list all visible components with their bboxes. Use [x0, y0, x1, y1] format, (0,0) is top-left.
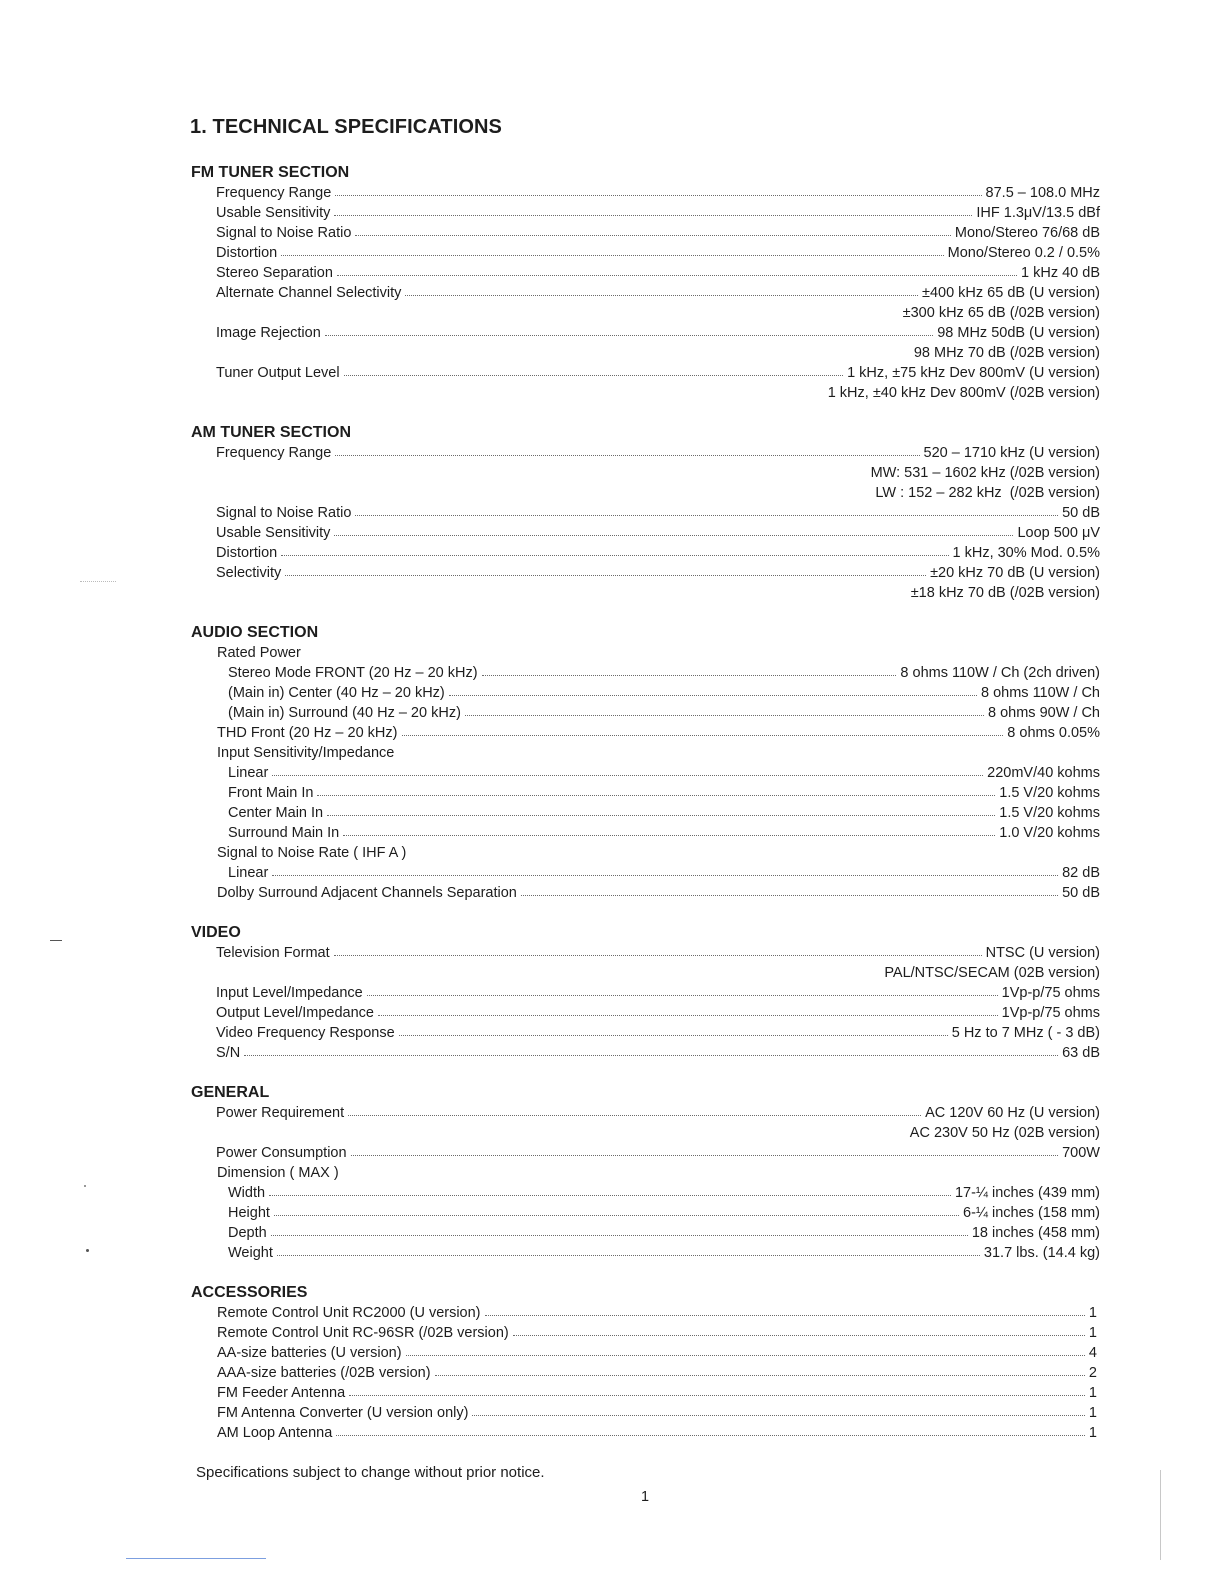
dot-leader [513, 1335, 1085, 1336]
spec-label: Signal to Noise Rate ( IHF A ) [217, 845, 407, 861]
spec-continuation [191, 583, 1100, 603]
spec-label: Stereo Separation [216, 265, 333, 281]
accessory-quantity: 1 [1088, 1305, 1097, 1321]
spec-value: 6-¼ inches (158 mm) [963, 1205, 1100, 1221]
accessory-row [191, 1423, 1100, 1443]
dot-leader [335, 195, 981, 196]
spec-value: 18 inches (458 mm) [971, 1225, 1100, 1241]
dot-leader [317, 795, 995, 796]
spec-value: 8 ohms 110W / Ch [980, 685, 1100, 701]
accessory-row [191, 1343, 1100, 1363]
dot-leader [274, 1215, 959, 1216]
spec-row [191, 203, 1100, 223]
spec-label: Width [228, 1185, 266, 1201]
spec-label: Depth [228, 1225, 267, 1241]
spec-list [191, 163, 1100, 1483]
spec-row [191, 283, 1100, 303]
dot-leader [285, 575, 926, 576]
spec-value: 31.7 lbs. (14.4 kg) [983, 1245, 1100, 1261]
dot-leader [335, 455, 919, 456]
dot-leader [334, 955, 982, 956]
dot-leader [334, 535, 1013, 536]
blank-line [191, 403, 1100, 423]
spec-label: Linear [228, 765, 269, 781]
spec-value: PAL/NTSC/SECAM (02B version) [884, 965, 1100, 981]
accessory-quantity: 4 [1088, 1345, 1097, 1361]
spec-label: Distortion [216, 545, 278, 561]
page-title: 1. TECHNICAL SPECIFICATIONS [190, 116, 502, 138]
spec-row [191, 363, 1100, 383]
dot-leader [343, 835, 995, 836]
spec-row [191, 863, 1100, 883]
accessory-label: AAA-size batteries (/02B version) [217, 1365, 431, 1381]
spec-group-label [191, 843, 1100, 863]
spec-value: 520 – 1710 kHz (U version) [923, 445, 1100, 461]
spec-value: 700W [1062, 1145, 1100, 1161]
spec-row [191, 703, 1100, 723]
spec-value: 1 kHz, ±75 kHz Dev 800mV (U version) [847, 365, 1100, 381]
spec-value: ±20 kHz 70 dB (U version) [930, 565, 1100, 581]
spec-row [191, 883, 1100, 903]
spec-label: Tuner Output Level [216, 365, 340, 381]
spec-label: (Main in) Surround (40 Hz – 20 kHz) [228, 705, 461, 721]
blank-line [191, 1263, 1100, 1283]
spec-row [191, 983, 1100, 1003]
spec-continuation [191, 963, 1100, 983]
accessory-row [191, 1403, 1100, 1423]
spec-label: Surround Main In [228, 825, 340, 841]
spec-label: Alternate Channel Selectivity [216, 285, 402, 301]
dot-leader [351, 1155, 1059, 1156]
accessory-row [191, 1303, 1100, 1323]
dot-leader [325, 335, 933, 336]
spec-row [191, 543, 1100, 563]
spec-label: Usable Sensitivity [216, 525, 331, 541]
section-heading-fm-tuner: FM TUNER SECTION [191, 164, 350, 181]
spec-label: Stereo Mode FRONT (20 Hz – 20 kHz) [228, 665, 478, 681]
accessory-label: Remote Control Unit RC-96SR (/02B version) [217, 1325, 509, 1341]
disclaimer-notice: Specifications subject to change without prior notice. [196, 1464, 545, 1481]
accessory-quantity: 1 [1088, 1385, 1097, 1401]
scan-artifact-blue-line [126, 1558, 266, 1559]
spec-row [191, 243, 1100, 263]
spec-value: 17-¼ inches (439 mm) [954, 1185, 1100, 1201]
spec-value: AC 230V 50 Hz (02B version) [909, 1125, 1100, 1141]
dot-leader [402, 735, 1004, 736]
spec-row [191, 563, 1100, 583]
spec-value: LW : 152 – 282 kHz (/02B version) [875, 485, 1100, 501]
spec-value: 1.5 V/20 kohms [999, 785, 1100, 801]
spec-row [191, 943, 1100, 963]
blank-line [191, 903, 1100, 923]
spec-value: MW: 531 – 1602 kHz (/02B version) [870, 465, 1100, 481]
spec-label: Input Sensitivity/Impedance [217, 745, 395, 761]
section-heading-audio: AUDIO SECTION [191, 624, 319, 641]
spec-value: AC 120V 60 Hz (U version) [925, 1105, 1100, 1121]
spec-value: 50 dB [1062, 885, 1100, 901]
spec-label: Power Consumption [216, 1145, 347, 1161]
dot-leader [337, 275, 1017, 276]
spec-row [191, 443, 1100, 463]
section-heading-accessories: ACCESSORIES [191, 1284, 308, 1301]
spec-row [191, 1043, 1100, 1063]
dot-leader [344, 375, 843, 376]
spec-label: S/N [216, 1045, 241, 1061]
dot-leader [378, 1015, 998, 1016]
scan-artifact-edge-line [1160, 1470, 1161, 1560]
dot-leader [269, 1195, 951, 1196]
scan-artifact-dot [84, 1185, 86, 1187]
spec-value: IHF 1.3μV/13.5 dBf [976, 205, 1100, 221]
scan-artifact-dotted-mark [80, 581, 116, 582]
dot-leader [405, 295, 918, 296]
spec-label: Linear [228, 865, 269, 881]
section-heading-general: GENERAL [191, 1084, 270, 1101]
dot-leader [281, 255, 943, 256]
accessory-label: Remote Control Unit RC2000 (U version) [217, 1305, 481, 1321]
dot-leader [336, 1435, 1085, 1436]
spec-label: Output Level/Impedance [216, 1005, 374, 1021]
page-number: 1 [641, 1489, 650, 1505]
accessory-row [191, 1363, 1100, 1383]
spec-value: 1 kHz 40 dB [1021, 265, 1100, 281]
spec-continuation [191, 383, 1100, 403]
spec-row [191, 663, 1100, 683]
spec-continuation [191, 483, 1100, 503]
accessory-row [191, 1383, 1100, 1403]
accessory-quantity: 1 [1088, 1405, 1097, 1421]
blank-line [191, 1063, 1100, 1083]
spec-label: Rated Power [217, 645, 301, 661]
spec-row [191, 723, 1100, 743]
scan-artifact-dot [86, 1249, 89, 1252]
spec-label: Front Main In [228, 785, 314, 801]
spec-label: Dolby Surround Adjacent Channels Separation [217, 885, 517, 901]
spec-continuation [191, 1123, 1100, 1143]
spec-row [191, 1003, 1100, 1023]
accessory-label: AA-size batteries (U version) [217, 1345, 402, 1361]
spec-row [191, 1203, 1100, 1223]
section-heading-am-tuner: AM TUNER SECTION [191, 424, 351, 441]
disclaimer-line [191, 1463, 1100, 1483]
spec-row [191, 1223, 1100, 1243]
dot-leader [465, 715, 984, 716]
spec-value: Mono/Stereo 0.2 / 0.5% [947, 245, 1100, 261]
spec-row [191, 1183, 1100, 1203]
spec-value: 8 ohms 0.05% [1007, 725, 1100, 741]
accessory-label: FM Feeder Antenna [217, 1385, 346, 1401]
spec-value: 63 dB [1062, 1045, 1100, 1061]
spec-value: 1Vp-p/75 ohms [1001, 985, 1100, 1001]
spec-row [191, 1143, 1100, 1163]
spec-value: ±400 kHz 65 dB (U version) [921, 285, 1100, 301]
spec-value: 1 kHz, ±40 kHz Dev 800mV (/02B version) [827, 385, 1100, 401]
accessory-label: AM Loop Antenna [217, 1425, 333, 1441]
spec-value: ±300 kHz 65 dB (/02B version) [902, 305, 1100, 321]
dot-leader [349, 1395, 1085, 1396]
dot-leader [521, 895, 1058, 896]
spec-value: NTSC (U version) [985, 945, 1100, 961]
dot-leader [355, 515, 1058, 516]
spec-row [191, 263, 1100, 283]
spec-label: Center Main In [228, 805, 324, 821]
spec-group-label [191, 1163, 1100, 1183]
spec-label: Distortion [216, 245, 278, 261]
spec-row [191, 323, 1100, 343]
spec-value: 1 kHz, 30% Mod. 0.5% [952, 545, 1100, 561]
blank-line [191, 1443, 1100, 1463]
spec-label: Signal to Noise Ratio [216, 505, 352, 521]
spec-label: THD Front (20 Hz – 20 kHz) [217, 725, 398, 741]
spec-value: 87.5 – 108.0 MHz [985, 185, 1100, 201]
scan-artifact-dash [50, 940, 62, 941]
spec-label: Frequency Range [216, 445, 332, 461]
dot-leader [327, 815, 995, 816]
spec-continuation [191, 343, 1100, 363]
spec-value: 1.0 V/20 kohms [999, 825, 1100, 841]
spec-row [191, 763, 1100, 783]
spec-label: Usable Sensitivity [216, 205, 331, 221]
spec-value: 8 ohms 90W / Ch [987, 705, 1100, 721]
spec-row [191, 503, 1100, 523]
dot-leader [485, 1315, 1085, 1316]
dot-leader [281, 555, 948, 556]
dot-leader [449, 695, 977, 696]
spec-label: Weight [228, 1245, 273, 1261]
spec-value: 98 MHz 50dB (U version) [937, 325, 1100, 341]
spec-continuation [191, 463, 1100, 483]
spec-label: Television Format [216, 945, 330, 961]
dot-leader [272, 775, 983, 776]
spec-label: Power Requirement [216, 1105, 345, 1121]
spec-value: Mono/Stereo 76/68 dB [954, 225, 1100, 241]
spec-row [191, 823, 1100, 843]
section-heading-video: VIDEO [191, 924, 241, 941]
dot-leader [406, 1355, 1085, 1356]
accessory-quantity: 2 [1088, 1365, 1097, 1381]
spec-label: Input Level/Impedance [216, 985, 363, 1001]
spec-value: 1.5 V/20 kohms [999, 805, 1100, 821]
dot-leader [271, 1235, 968, 1236]
dot-leader [244, 1055, 1058, 1056]
dot-leader [334, 215, 972, 216]
spec-continuation [191, 303, 1100, 323]
spec-label: (Main in) Center (40 Hz – 20 kHz) [228, 685, 445, 701]
spec-row [191, 223, 1100, 243]
spec-label: Image Rejection [216, 325, 321, 341]
spec-value: 98 MHz 70 dB (/02B version) [913, 345, 1100, 361]
dot-leader [367, 995, 998, 996]
spec-row [191, 683, 1100, 703]
spec-label: Dimension ( MAX ) [217, 1165, 339, 1181]
spec-value: 82 dB [1062, 865, 1100, 881]
spec-label: Signal to Noise Ratio [216, 225, 352, 241]
spec-value: 220mV/40 kohms [987, 765, 1100, 781]
spec-row [191, 803, 1100, 823]
spec-row [191, 783, 1100, 803]
spec-row [191, 1103, 1100, 1123]
spec-value: 8 ohms 110W / Ch (2ch driven) [900, 665, 1100, 681]
spec-value: 5 Hz to 7 MHz ( - 3 dB) [951, 1025, 1100, 1041]
spec-group-label [191, 643, 1100, 663]
dot-leader [355, 235, 950, 236]
spec-value: 1Vp-p/75 ohms [1001, 1005, 1100, 1021]
dot-leader [482, 675, 897, 676]
spec-label: Selectivity [216, 565, 282, 581]
spec-value: ±18 kHz 70 dB (/02B version) [910, 585, 1100, 601]
dot-leader [277, 1255, 980, 1256]
spec-row [191, 1023, 1100, 1043]
spec-label: Video Frequency Response [216, 1025, 395, 1041]
accessory-label: FM Antenna Converter (U version only) [217, 1405, 469, 1421]
spec-value: 50 dB [1062, 505, 1100, 521]
dot-leader [435, 1375, 1085, 1376]
dot-leader [272, 875, 1058, 876]
spec-group-label [191, 743, 1100, 763]
spec-label: Height [228, 1205, 270, 1221]
spec-value: Loop 500 μV [1017, 525, 1100, 541]
dot-leader [348, 1115, 921, 1116]
accessory-quantity: 1 [1088, 1425, 1097, 1441]
accessory-row [191, 1323, 1100, 1343]
spec-row [191, 1243, 1100, 1263]
spec-row [191, 523, 1100, 543]
dot-leader [399, 1035, 948, 1036]
blank-line [191, 603, 1100, 623]
spec-label: Frequency Range [216, 185, 332, 201]
accessory-quantity: 1 [1088, 1325, 1097, 1341]
dot-leader [472, 1415, 1084, 1416]
spec-row [191, 183, 1100, 203]
